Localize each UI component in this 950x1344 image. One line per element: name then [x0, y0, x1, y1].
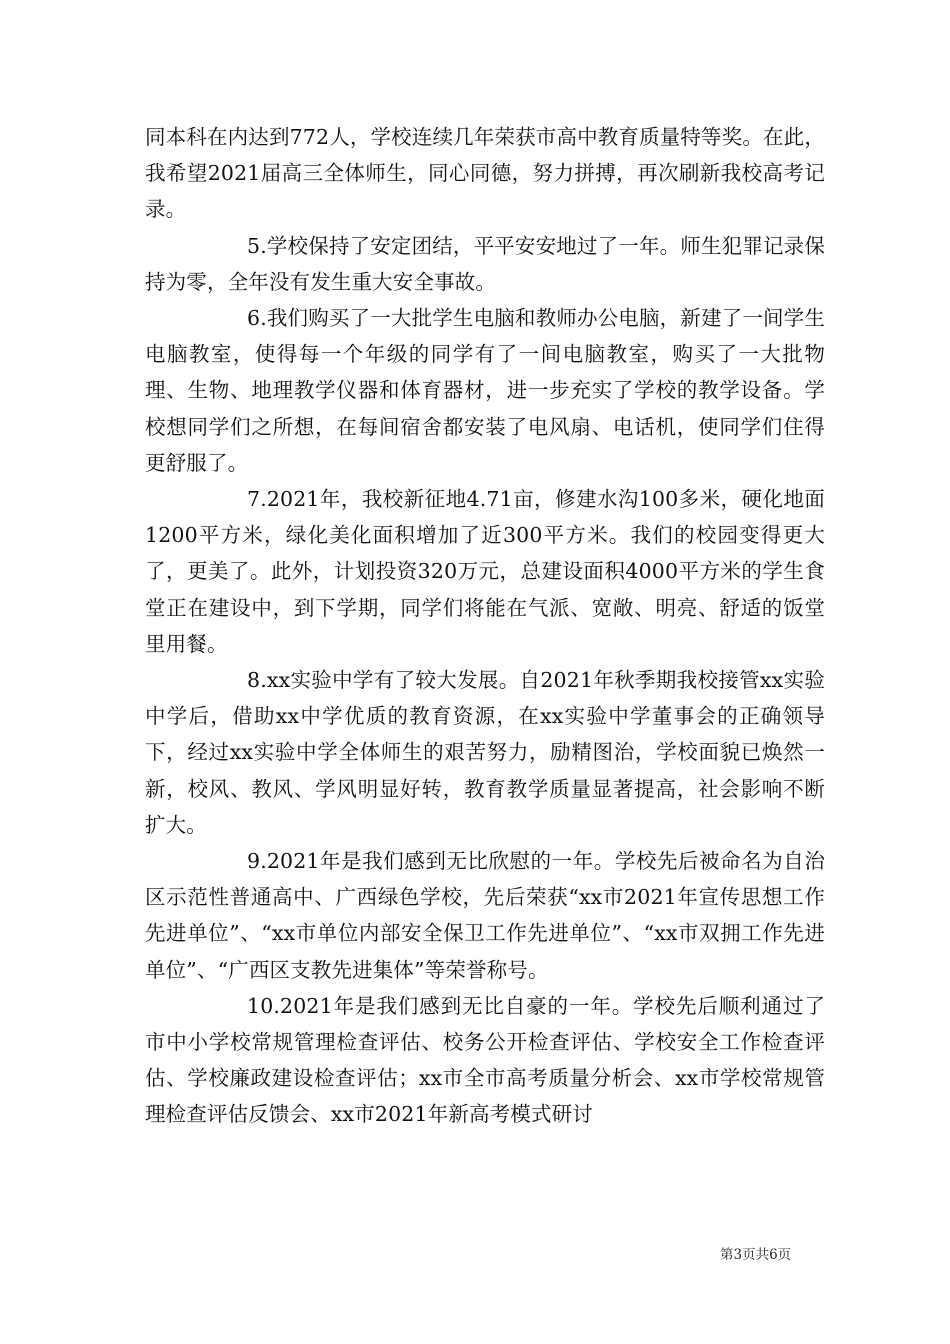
document-body [145, 119, 825, 1133]
paragraph-item-6: 6.我们购买了一大批学生电脑和教师办公电脑，新建了一间学生电脑教室，使得每一个年级的同学有了一间电脑教室，购买了一大批物理、生物、地理教学仪器和体育器材，进一步充实了学校的教学设备。学校想同学们之所想，在每间宿舍都安装了电风扇、电话机，使同学们住得更舒服了。 [145, 306, 825, 475]
paragraph-item-7: 7.2021年，我校新征地4.71亩，修建水沟100多米，硬化地面1200平方米，绿化美化面积增加了近300平方米。我们的校园变得更大了，更美了。此外，计划投资320万元，总建设面积4000平方米的学生食堂正在建设中，到下学期，同学们将能在气派、宽敞、明亮、舒适的饭堂里用餐。 [145, 487, 825, 656]
paragraph-item-10: 10.2021年是我们感到无比自豪的一年。学校先后顺利通过了市中小学校常规管理检查评估、校务公开检查评估、学校安全工作检查评估、学校廉政建设检查评估；xx市全市高考质量分析会、xx市学校常规管理检查评估反馈会、xx市2021年新高考模式研讨 [145, 993, 825, 1127]
paragraph-item-5: 5.学校保持了安定团结，平平安安地过了一年。师生犯罪记录保持为零，全年没有发生重大安全事故。 [145, 233, 825, 294]
page-number-footer: 第3页共6页 [720, 1247, 792, 1263]
paragraph-item-9: 9.2021年是我们感到无比欣慰的一年。学校先后被命名为自治区示范性普通高中、广西绿色学校，先后荣获“xx市2021年宣传思想工作先进单位”、“xx市单位内部安全保卫工作先进单位”、“xx市双拥工作先进单位”、“广西区支教先进集体”等荣誉称号。 [145, 849, 825, 982]
paragraph-item-8: 8.xx实验中学有了较大发展。自2021年秋季期我校接管xx实验中学后，借助xx中学优质的教育资源，在xx实验中学董事会的正确领导下，经过xx实验中学全体师生的艰苦努力，励精图治，学校面貌已焕然一新，校风、教风、学风明显好转，教育教学质量显著提高，社会影响不断扩大。 [145, 668, 825, 837]
paragraph-continuation: 同本科在内达到772人，学校连续几年荣获市高中教育质量特等奖。在此，我希望2021届高三全体师生，同心同德，努力拼搏，再次刷新我校高考记录。 [145, 125, 825, 222]
